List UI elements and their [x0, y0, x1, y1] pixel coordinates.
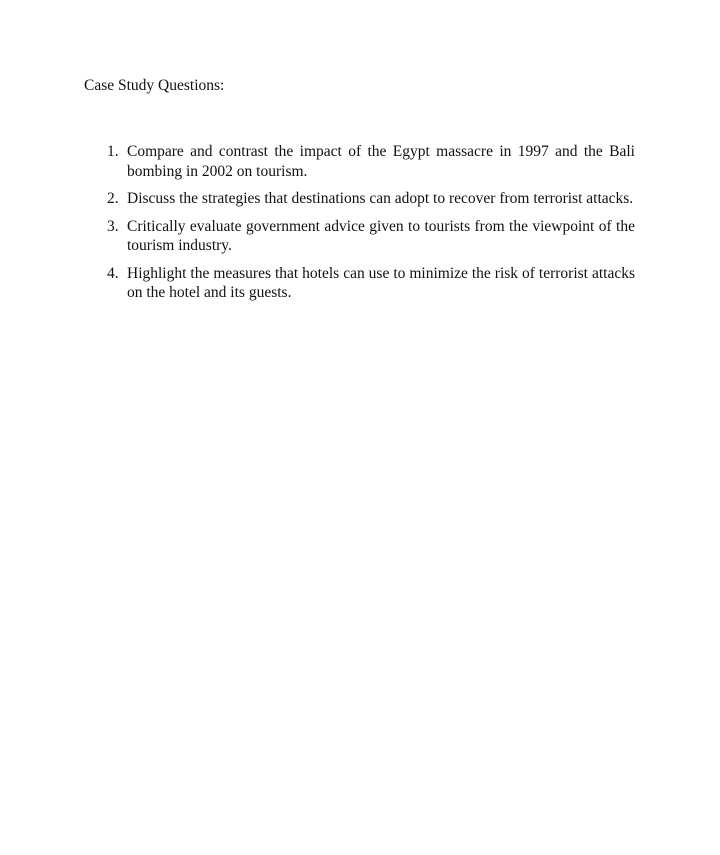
question-list	[107, 142, 635, 311]
question-text: Highlight the measures that hotels can use to minimize the risk of terrorist attacks on the hotel and its guests.	[127, 264, 635, 301]
question-number: 4.	[107, 264, 119, 282]
question-item-3	[107, 217, 635, 256]
question-text: Discuss the strategies that destinations can adopt to recover from terrorist attacks.	[127, 190, 634, 207]
question-number: 3.	[107, 217, 119, 235]
question-text: Critically evaluate government advice given to tourists from the viewpoint of the tourism industry.	[127, 217, 635, 254]
question-number: 1.	[107, 143, 119, 160]
question-item-4	[107, 264, 635, 303]
question-item-1	[107, 142, 635, 181]
page-heading: Case Study Questions:	[84, 77, 225, 94]
question-item-2	[107, 189, 635, 209]
question-text: Compare and contrast the impact of the Egypt massacre in 1997 and the Bali bombing in 2002 on tourism.	[127, 143, 635, 180]
question-number: 2.	[107, 190, 119, 207]
